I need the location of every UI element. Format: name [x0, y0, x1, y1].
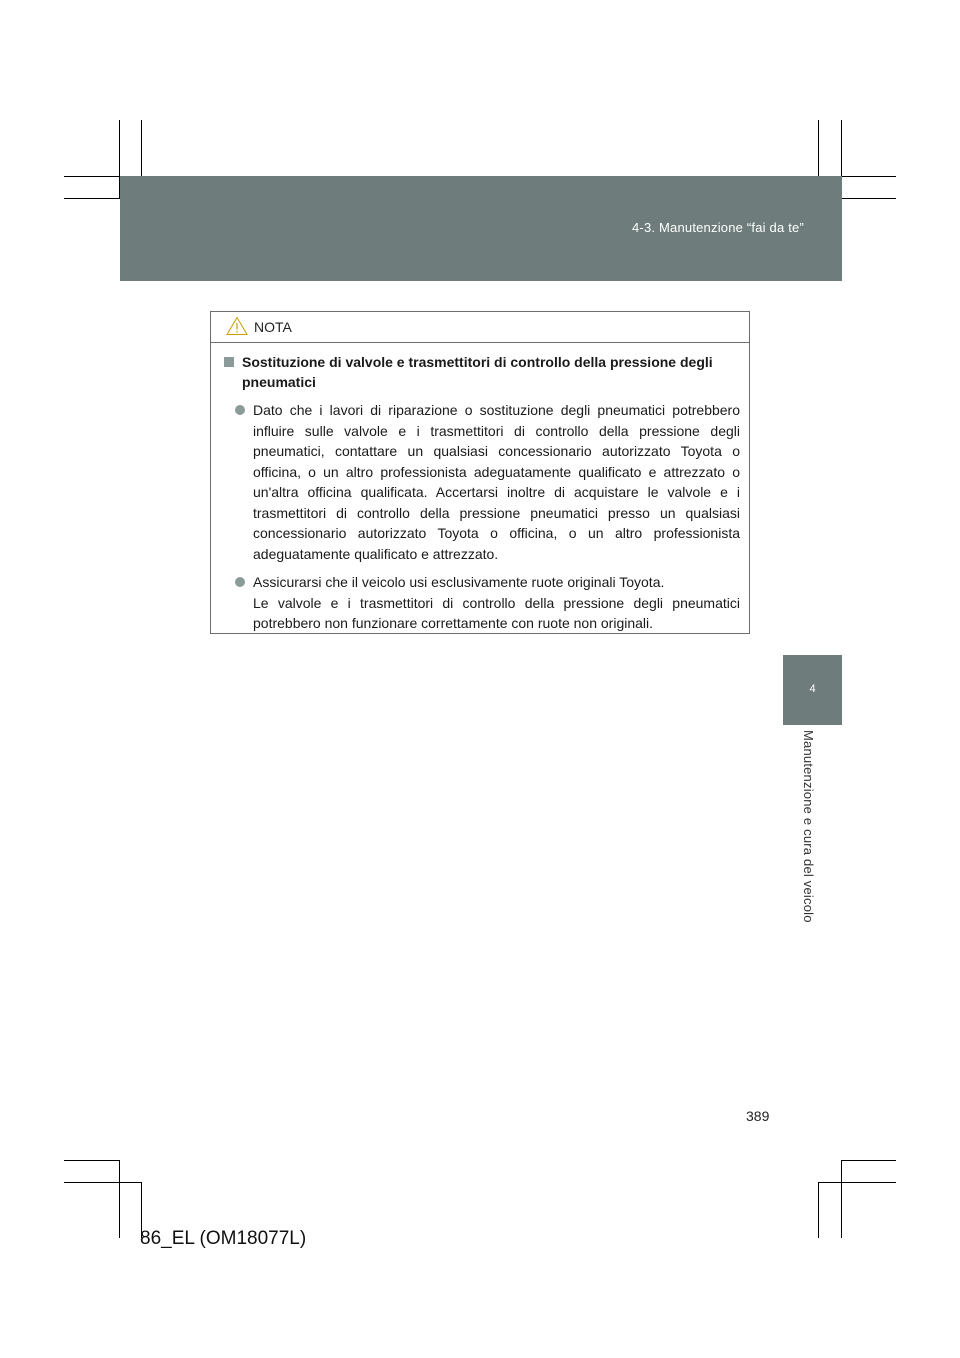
section-heading [222, 352, 740, 392]
crop-mark [818, 1182, 819, 1238]
crop-mark [841, 1160, 842, 1238]
crop-mark [64, 198, 120, 199]
section-heading-text: Sostituzione di valvole e trasmettitori di controllo della pressione degli pneumatici [242, 354, 713, 390]
bullet-text: Assicurarsi che il veicolo usi esclusivamente ruote originali Toyota. [253, 574, 665, 590]
crop-mark [841, 198, 896, 199]
crop-mark [841, 1160, 896, 1161]
notice-title: NOTA [254, 319, 292, 335]
notice-header [211, 312, 749, 343]
crop-mark [119, 1160, 120, 1238]
header-band [120, 176, 842, 281]
crop-mark [64, 1160, 120, 1161]
circle-bullet-icon [235, 405, 245, 415]
chapter-tab [783, 655, 842, 725]
section-title: 4-3. Manutenzione “fai da te” [631, 220, 804, 235]
warning-icon [226, 316, 248, 336]
chapter-number: 4 [809, 683, 816, 695]
square-bullet-icon [224, 357, 234, 367]
notice-section [222, 352, 740, 634]
page-number: 389 [746, 1108, 770, 1124]
circle-bullet-icon [235, 577, 245, 587]
footer-code: 86_EL (OM18077L) [140, 1228, 307, 1249]
chapter-label: Manutenzione e cura del veicolo [801, 730, 816, 923]
list-item [222, 572, 740, 634]
crop-mark [64, 1182, 142, 1183]
bullet-continuation-text: Le valvole e i trasmettitori di controllo della pressione degli pneumatici potrebbero non funzionare correttamente con ruote non originali. [253, 594, 740, 631]
crop-mark [818, 1182, 896, 1183]
notice-box [210, 311, 750, 634]
list-item [222, 400, 740, 564]
bullet-text: Dato che i lavori di riparazione o sostituzione degli pneumatici potrebbero influire sulle valvole e i trasmettitori di controllo della pressione degli pneumatici, contattare un qualsiasi concessionario autorizzato Toyota o officina, o un altro professionista adeguatamente qualificato e attrezzato o un'altra officina qualificata. Accertarsi inoltre di acquistare le valvole e i trasmettitori di controllo della pressione pneumatici presso un qualsiasi concessionario autorizzato Toyota o officina, o un altro professionista adeguatamente qualificato e attrezzato. [253, 402, 740, 562]
